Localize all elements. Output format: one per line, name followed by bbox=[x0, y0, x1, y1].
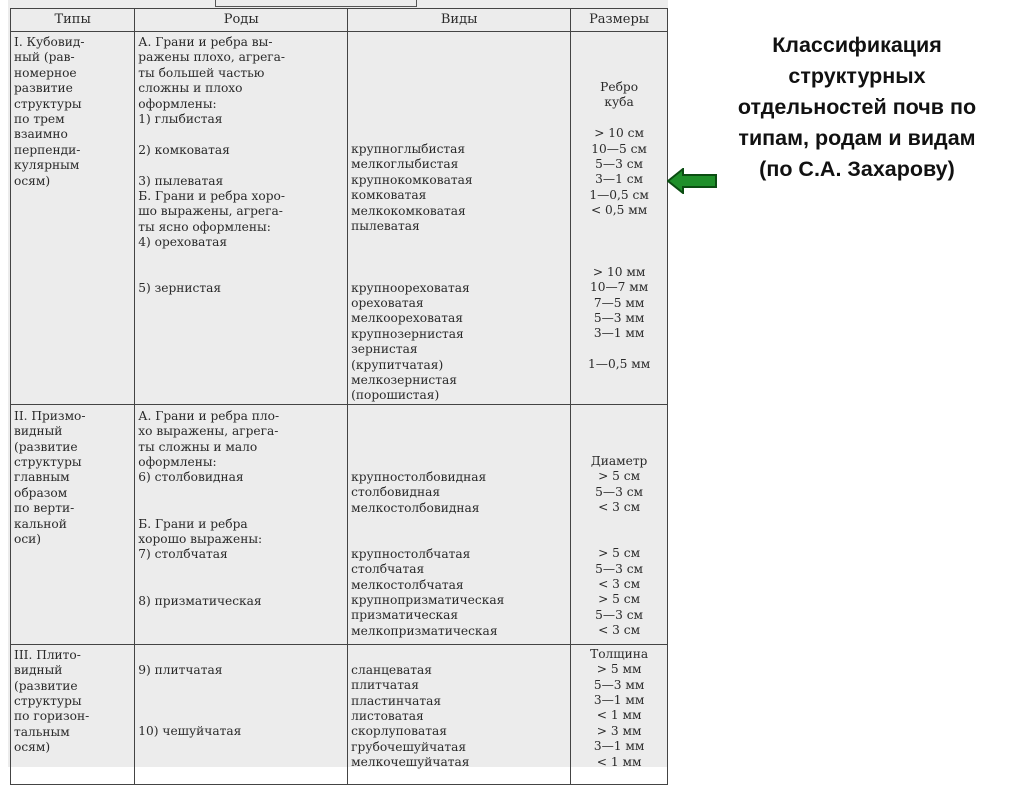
type-text: ный (рав- bbox=[14, 50, 75, 65]
size-value: 10—5 см bbox=[591, 141, 647, 156]
genus-cell-platy bbox=[135, 644, 348, 784]
size-value: > 5 см bbox=[598, 546, 641, 561]
slide-title bbox=[690, 30, 1024, 185]
size-value: > 5 мм bbox=[596, 662, 642, 677]
size-value: 5—3 см bbox=[595, 561, 644, 576]
genus-group-text: ты ясно оформлены: bbox=[138, 219, 271, 234]
type-text: осям) bbox=[14, 173, 51, 188]
type-cell-cuboid bbox=[11, 32, 135, 405]
size-label: Диаметр bbox=[590, 453, 648, 468]
genus-item: 4) ореховатая bbox=[138, 235, 228, 250]
size-cell-cuboid bbox=[571, 32, 668, 405]
genus-item: 1) глыбистая bbox=[138, 112, 223, 127]
species-item: пылеватая bbox=[351, 219, 420, 234]
type-text: (развитие bbox=[14, 439, 78, 454]
type-text: перпенди- bbox=[14, 142, 81, 157]
species-item: плитчатая bbox=[351, 678, 419, 693]
type-text: по горизон- bbox=[14, 709, 90, 724]
genus-group-text: Б. Грани и ребра bbox=[138, 516, 248, 531]
size-value: 7—5 мм bbox=[593, 295, 645, 310]
type-text: II. Призмо- bbox=[14, 408, 86, 423]
species-item: крупностолбчатая bbox=[351, 546, 471, 561]
size-value: 5—3 мм bbox=[593, 677, 645, 692]
header-genera: Роды bbox=[135, 9, 348, 32]
species-cell-platy bbox=[348, 644, 571, 784]
species-item: мелкоореховатая bbox=[351, 311, 463, 326]
title-line: типам, родам и видам bbox=[738, 126, 976, 150]
type-cell-prismatic bbox=[11, 404, 135, 644]
genus-group-text: Б. Грани и ребра хоро- bbox=[138, 189, 285, 204]
size-value: > 5 см bbox=[598, 592, 641, 607]
type-text: главным bbox=[14, 470, 70, 485]
size-cell-platy bbox=[571, 644, 668, 784]
type-text: кулярным bbox=[14, 158, 80, 173]
size-value: 1—0,5 мм bbox=[588, 357, 651, 372]
header-sizes: Размеры bbox=[571, 9, 668, 32]
type-cell-platy bbox=[11, 644, 135, 784]
size-value: > 5 см bbox=[598, 469, 641, 484]
genus-item: 2) комковатая bbox=[138, 142, 230, 157]
species-item: крупнозернистая bbox=[351, 326, 464, 341]
classification-table bbox=[10, 8, 668, 785]
size-label: Толщина bbox=[590, 646, 649, 661]
type-text: кальной bbox=[14, 516, 67, 531]
size-value: 3—1 мм bbox=[593, 739, 645, 754]
species-item: ореховатая bbox=[351, 296, 424, 311]
species-item: крупнокомковатая bbox=[351, 172, 473, 187]
table-row-prismatic bbox=[11, 404, 668, 644]
genus-item: 10) чешуйчатая bbox=[138, 724, 242, 739]
species-item: скорлуповатая bbox=[351, 724, 447, 739]
genus-item: 3) пылеватая bbox=[138, 173, 224, 188]
type-text: номерное bbox=[14, 65, 77, 80]
size-value: > 10 мм bbox=[592, 264, 646, 279]
genus-group-text: ты сложны и мало bbox=[138, 439, 258, 454]
type-text: оси) bbox=[14, 532, 42, 547]
species-item: листоватая bbox=[351, 709, 424, 724]
size-value: < 3 см bbox=[598, 577, 641, 592]
size-value: 5—3 см bbox=[595, 157, 644, 172]
title-line: отдельностей почв по bbox=[737, 95, 977, 119]
size-value: 3—1 см bbox=[595, 172, 644, 187]
size-value: < 1 мм bbox=[596, 708, 642, 723]
genus-item: 5) зернистая bbox=[138, 281, 222, 296]
species-item: грубочешуйчатая bbox=[351, 739, 467, 754]
genus-group-text: ты большей частью bbox=[138, 65, 265, 80]
genus-group-text: А. Грани и ребра вы- bbox=[138, 35, 273, 49]
species-item: мелкочешуйчатая bbox=[351, 755, 470, 770]
species-item: мелкоглыбистая bbox=[351, 157, 459, 172]
species-item: крупнопризматическая bbox=[351, 593, 505, 608]
genus-item: 8) призматическая bbox=[138, 593, 262, 608]
size-value: 1—0,5 см bbox=[589, 187, 649, 202]
size-value: < 3 см bbox=[598, 623, 641, 638]
cropped-caption-box bbox=[215, 0, 417, 7]
species-item: зернистая bbox=[351, 342, 418, 357]
size-value: 3—1 мм bbox=[593, 693, 645, 708]
size-label: Ребро bbox=[600, 80, 639, 94]
type-text: по верти- bbox=[14, 501, 75, 516]
size-value: 5—3 см bbox=[595, 607, 644, 622]
type-text: по трем bbox=[14, 112, 65, 127]
table-row-cuboid bbox=[11, 32, 668, 405]
table-header-row bbox=[11, 9, 668, 32]
genus-cell-cuboid bbox=[135, 32, 348, 405]
size-value: < 0,5 мм bbox=[590, 203, 648, 218]
header-species: Виды bbox=[348, 9, 571, 32]
type-text: видный bbox=[14, 663, 63, 678]
type-text: I. Кубовид- bbox=[14, 35, 85, 49]
size-value: 5—3 мм bbox=[593, 311, 645, 326]
species-item: мелкокомковатая bbox=[351, 203, 466, 218]
type-text: видный bbox=[14, 424, 63, 439]
species-item: крупноглыбистая bbox=[351, 142, 466, 156]
table-row-platy bbox=[11, 644, 668, 784]
genus-group-text: сложны и плохо bbox=[138, 81, 243, 96]
genus-item: 7) столбчатая bbox=[138, 547, 228, 562]
genus-item: 9) плитчатая bbox=[138, 662, 223, 677]
species-item: комковатая bbox=[351, 188, 427, 203]
type-text: развитие bbox=[14, 81, 73, 96]
header-types: Типы bbox=[11, 9, 135, 32]
genus-group-text: хо выражены, агрега- bbox=[138, 424, 279, 439]
species-item: сланцеватая bbox=[351, 662, 432, 677]
species-cell-cuboid bbox=[348, 32, 571, 405]
species-item: (крупитчатая) bbox=[351, 357, 444, 372]
genus-cell-prismatic bbox=[135, 404, 348, 644]
type-text: структуры bbox=[14, 694, 82, 709]
genus-group-text: хорошо выражены: bbox=[138, 532, 263, 547]
genus-item: 6) столбовидная bbox=[138, 470, 244, 485]
size-value: < 3 см bbox=[598, 500, 641, 515]
size-value: < 1 мм bbox=[596, 754, 642, 769]
genus-group-text: оформлены: bbox=[138, 455, 217, 470]
genus-group-text: А. Грани и ребра пло- bbox=[138, 408, 280, 423]
size-value: > 3 мм bbox=[596, 723, 642, 738]
size-value: 3—1 мм bbox=[593, 326, 645, 341]
title-line: Классификация bbox=[772, 33, 942, 57]
title-line: структурных bbox=[788, 64, 926, 88]
size-value: 10—7 мм bbox=[589, 280, 649, 295]
size-value: 5—3 см bbox=[595, 484, 644, 499]
type-text: образом bbox=[14, 485, 68, 500]
genus-group-text: шо выражены, агрега- bbox=[138, 204, 283, 219]
species-item: мелкостолбовидная bbox=[351, 500, 480, 515]
type-text: структуры bbox=[14, 455, 82, 470]
species-item: столбовидная bbox=[351, 485, 441, 500]
genus-group-text: оформлены: bbox=[138, 96, 217, 111]
genus-group-text: ражены плохо, агрега- bbox=[138, 50, 286, 65]
size-value: > 10 см bbox=[594, 126, 644, 141]
species-item: пластинчатая bbox=[351, 693, 442, 708]
species-item: призматическая bbox=[351, 608, 459, 623]
type-text: взаимно bbox=[14, 127, 68, 142]
type-text: тальным bbox=[14, 724, 70, 739]
species-item: столбчатая bbox=[351, 562, 425, 577]
species-item: крупностолбовидная bbox=[351, 469, 487, 484]
type-text: III. Плито- bbox=[14, 647, 81, 662]
species-item: мелкостолбчатая bbox=[351, 577, 464, 592]
title-line: (по С.А. Захарову) bbox=[759, 157, 955, 181]
size-cell-prismatic bbox=[571, 404, 668, 644]
size-label: куба bbox=[604, 95, 634, 110]
species-item: (порошистая) bbox=[351, 388, 440, 403]
type-text: структуры bbox=[14, 96, 82, 111]
type-text: (развитие bbox=[14, 678, 78, 693]
species-item: мелкопризматическая bbox=[351, 623, 498, 638]
species-cell-prismatic bbox=[348, 404, 571, 644]
species-item: крупноореховатая bbox=[351, 280, 470, 295]
type-text: осям) bbox=[14, 740, 51, 755]
species-item: мелкозернистая bbox=[351, 373, 457, 388]
